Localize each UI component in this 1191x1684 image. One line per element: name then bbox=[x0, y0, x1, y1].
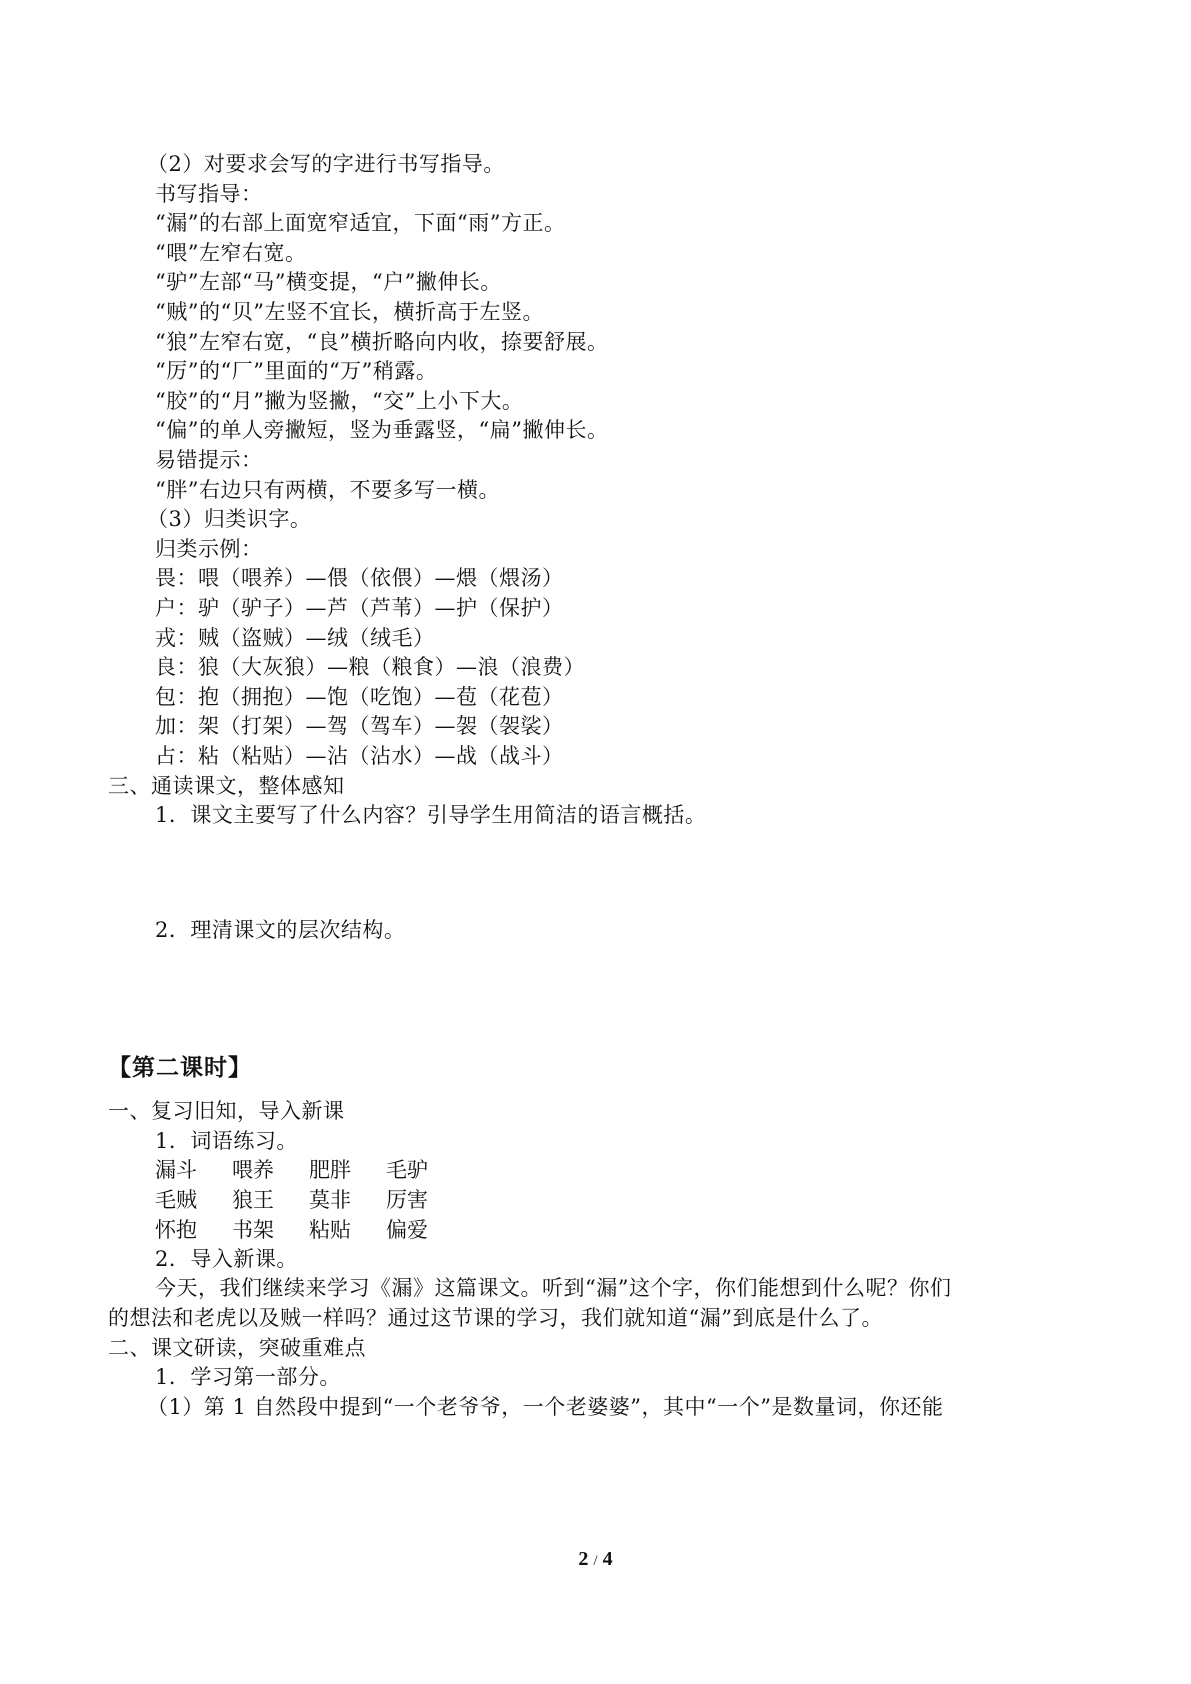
lesson-note-line: “驴”左部“马”横变提，“户”撇伸长。 bbox=[155, 270, 502, 294]
lesson-note-line: 戎：贼（盗贼）—绒（绒毛） bbox=[155, 626, 435, 650]
vocab-row bbox=[155, 1216, 463, 1244]
lesson-note-line: 良：狼（大灰狼）—粮（粮食）—浪（浪费） bbox=[155, 655, 585, 679]
vocab-word: 毛贼 bbox=[155, 1188, 197, 1212]
lesson-note-line: “漏”的右部上面宽窄适宜，下面“雨”方正。 bbox=[155, 211, 566, 235]
intro-item: 2．导入新课。 bbox=[155, 1247, 298, 1271]
lesson-note-line: 1．课文主要写了什么内容？引导学生用简洁的语言概括。 bbox=[155, 803, 707, 827]
lesson-note-line: 三、通读课文，整体感知 bbox=[108, 774, 345, 798]
lesson-note-line: 畏：喂（喂养）—偎（依偎）—煨（煨汤） bbox=[155, 566, 564, 590]
lesson-note-line: “贼”的“贝”左竖不宜长，横折高于左竖。 bbox=[155, 300, 544, 324]
lesson-note-line: “胶”的“月”撇为竖撇，“交”上小下大。 bbox=[155, 389, 524, 413]
vocab-row bbox=[155, 1156, 463, 1184]
lesson-note-line: （2）对要求会写的字进行书写指导。 bbox=[147, 152, 505, 176]
lesson-note-line: （3）归类识字。 bbox=[147, 507, 312, 531]
page-number bbox=[0, 1548, 1191, 1571]
lesson-note-line: 加：架（打架）—驾（驾车）—袈（袈裟） bbox=[155, 714, 564, 738]
lesson-note-line: 易错提示： bbox=[155, 448, 263, 472]
part-one-item: 1．学习第一部分。 bbox=[155, 1365, 341, 1389]
section-review-heading: 一、复习旧知，导入新课 bbox=[108, 1099, 345, 1123]
vocab-word: 狼王 bbox=[232, 1188, 274, 1212]
vocab-row bbox=[155, 1186, 463, 1214]
page-total: 4 bbox=[602, 1548, 613, 1570]
vocab-word: 莫非 bbox=[309, 1188, 351, 1212]
lesson-note-line: “喂”左窄右宽。 bbox=[155, 241, 307, 265]
word-practice-item: 1．词语练习。 bbox=[155, 1129, 298, 1153]
lesson-note-line: “狼”左窄右宽，“良”横折略向内收，捺要舒展。 bbox=[155, 330, 609, 354]
section-study-heading: 二、课文研读，突破重难点 bbox=[108, 1336, 366, 1360]
vocab-word: 漏斗 bbox=[155, 1158, 197, 1182]
lesson-note-line: “偏”的单人旁撇短，竖为垂露竖，“扁”撇伸长。 bbox=[155, 418, 609, 442]
vocab-word: 肥胖 bbox=[309, 1158, 351, 1182]
vocab-word: 偏爱 bbox=[386, 1218, 428, 1242]
lesson-note-line: 书写指导： bbox=[155, 182, 263, 206]
vocab-word: 粘贴 bbox=[309, 1218, 351, 1242]
second-lesson-heading: 【第二课时】 bbox=[108, 1055, 252, 1081]
vocab-word: 书架 bbox=[232, 1218, 274, 1242]
vocab-word: 毛驴 bbox=[386, 1158, 428, 1182]
vocab-word: 喂养 bbox=[232, 1158, 274, 1182]
page-separator: / bbox=[593, 1553, 598, 1569]
lesson-note-line: 占：粘（粘贴）—沾（沾水）—战（战斗） bbox=[155, 744, 564, 768]
intro-paragraph-line: 的想法和老虎以及贼一样吗？通过这节课的学习，我们就知道“漏”到底是什么了。 bbox=[108, 1306, 883, 1330]
intro-paragraph-line: 今天，我们继续来学习《漏》这篇课文。听到“漏”这个字，你们能想到什么呢？你们 bbox=[155, 1276, 952, 1300]
lesson-note-line: 归类示例： bbox=[155, 537, 263, 561]
lesson-note-line: 包：抱（拥抱）—饱（吃饱）—苞（花苞） bbox=[155, 685, 564, 709]
lesson-note-line: “胖”右边只有两横，不要多写一横。 bbox=[155, 478, 500, 502]
vocab-word: 怀抱 bbox=[155, 1218, 197, 1242]
page-current: 2 bbox=[578, 1548, 589, 1570]
lesson-note-line: 户：驴（驴子）—芦（芦苇）—护（保护） bbox=[155, 596, 564, 620]
paragraph-one-item: （1）第 1 自然段中提到“一个老爷爷，一个老婆婆”，其中“一个”是数量词，你还能 bbox=[147, 1395, 944, 1419]
vocab-word: 厉害 bbox=[386, 1188, 428, 1212]
structure-item: 2．理清课文的层次结构。 bbox=[155, 918, 406, 942]
lesson-note-line: “厉”的“厂”里面的“万”稍露。 bbox=[155, 359, 438, 383]
